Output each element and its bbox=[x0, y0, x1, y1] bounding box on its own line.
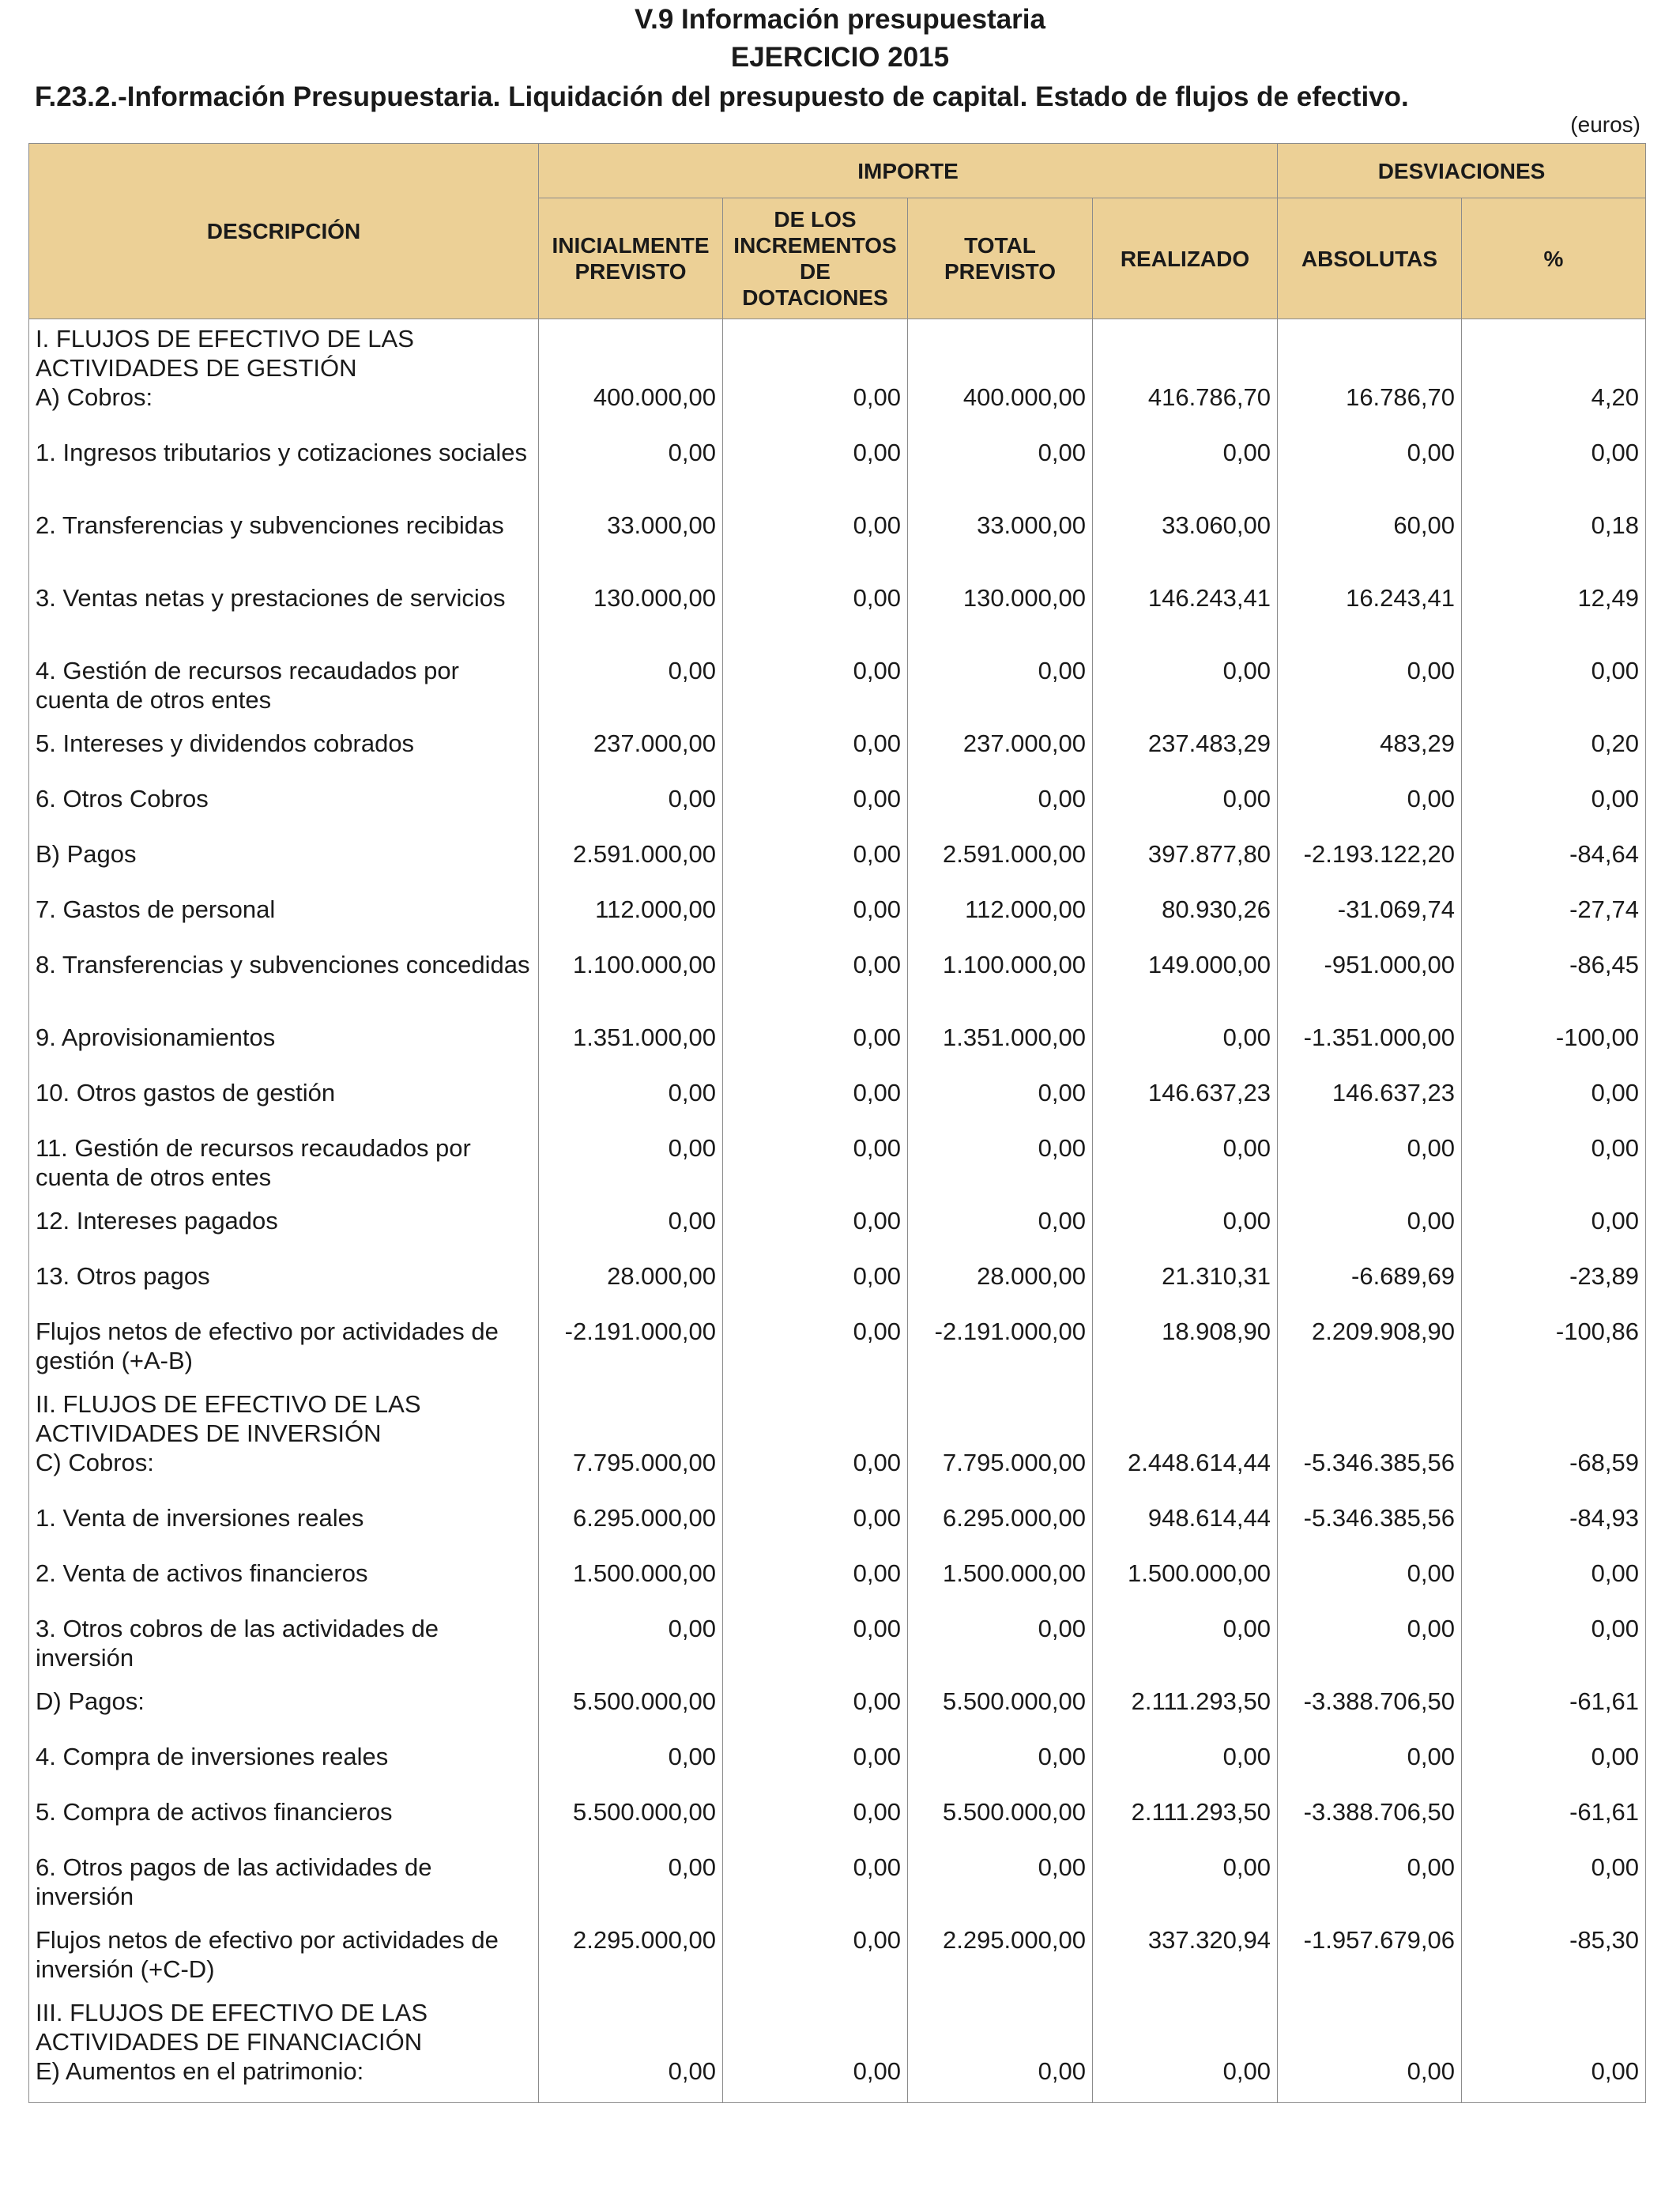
row-description: 13. Otros pagos bbox=[29, 1261, 539, 1317]
cell-total-previsto: 0,00 bbox=[908, 1078, 1093, 1133]
cell-porcentaje: 0,00 bbox=[1462, 656, 1646, 729]
cell-total-previsto: 5.500.000,00 bbox=[908, 1797, 1093, 1853]
cell-incrementos: 0,00 bbox=[723, 1503, 908, 1559]
cell-total-previsto: 1.351.000,00 bbox=[908, 1023, 1093, 1078]
cell-incrementos: 0,00 bbox=[723, 1853, 908, 1925]
row-description: 11. Gestión de recursos recaudados por cuenta de otros entes bbox=[29, 1133, 539, 1206]
row-description: 6. Otros pagos de las actividades de inversión bbox=[29, 1853, 539, 1925]
cell-absolutas: -3.388.706,50 bbox=[1278, 1797, 1462, 1853]
cell-porcentaje: 0,00 bbox=[1462, 1853, 1646, 1925]
cell-total-previsto: 7.795.000,00 bbox=[908, 1448, 1093, 1503]
table-row bbox=[29, 895, 1646, 950]
cell-realizado: 33.060,00 bbox=[1093, 511, 1278, 583]
cell-porcentaje: -23,89 bbox=[1462, 1261, 1646, 1317]
table-row bbox=[29, 839, 1646, 895]
cell-total-previsto: 130.000,00 bbox=[908, 583, 1093, 656]
cell-absolutas: 0,00 bbox=[1278, 2056, 1462, 2103]
cell-total-previsto: 0,00 bbox=[908, 2056, 1093, 2103]
cell-inicialmente-previsto: 2.295.000,00 bbox=[539, 1925, 723, 1998]
document-title: V.9 Información presupuestaria bbox=[635, 4, 1045, 35]
cell-absolutas bbox=[1278, 319, 1462, 383]
cell-inicialmente-previsto: 0,00 bbox=[539, 1206, 723, 1261]
cell-porcentaje: -86,45 bbox=[1462, 950, 1646, 1023]
cell-porcentaje: 0,00 bbox=[1462, 1559, 1646, 1614]
cell-absolutas: 483,29 bbox=[1278, 729, 1462, 784]
cell-absolutas: -3.388.706,50 bbox=[1278, 1687, 1462, 1742]
cell-porcentaje: -100,86 bbox=[1462, 1317, 1646, 1389]
row-description: I. FLUJOS DE EFECTIVO DE LAS ACTIVIDADES DE GESTIÓN bbox=[29, 319, 539, 383]
cell-realizado: 2.111.293,50 bbox=[1093, 1687, 1278, 1742]
row-description: 2. Transferencias y subvenciones recibidas bbox=[29, 511, 539, 583]
cell-total-previsto bbox=[908, 319, 1093, 383]
cell-inicialmente-previsto: 28.000,00 bbox=[539, 1261, 723, 1317]
cell-absolutas: 0,00 bbox=[1278, 784, 1462, 839]
row-description: C) Cobros: bbox=[29, 1448, 539, 1503]
cell-realizado: 0,00 bbox=[1093, 1023, 1278, 1078]
table-row bbox=[29, 1133, 1646, 1206]
table-row bbox=[29, 1389, 1646, 1448]
table-row bbox=[29, 1261, 1646, 1317]
cell-incrementos: 0,00 bbox=[723, 1925, 908, 1998]
table-row bbox=[29, 1925, 1646, 1998]
cell-incrementos: 0,00 bbox=[723, 784, 908, 839]
cell-absolutas: -5.346.385,56 bbox=[1278, 1448, 1462, 1503]
cell-absolutas: 0,00 bbox=[1278, 1206, 1462, 1261]
cell-realizado: 0,00 bbox=[1093, 438, 1278, 511]
cell-absolutas: 16.243,41 bbox=[1278, 583, 1462, 656]
table-row bbox=[29, 1742, 1646, 1797]
cell-inicialmente-previsto: 400.000,00 bbox=[539, 383, 723, 438]
cell-porcentaje bbox=[1462, 319, 1646, 383]
cell-total-previsto bbox=[908, 1389, 1093, 1448]
cell-porcentaje: -85,30 bbox=[1462, 1925, 1646, 1998]
table-row bbox=[29, 583, 1646, 656]
cell-porcentaje: -61,61 bbox=[1462, 1797, 1646, 1853]
cell-total-previsto: 0,00 bbox=[908, 1133, 1093, 1206]
cell-total-previsto: 0,00 bbox=[908, 438, 1093, 511]
table-row bbox=[29, 1797, 1646, 1853]
cell-realizado: 18.908,90 bbox=[1093, 1317, 1278, 1389]
cell-porcentaje: -100,00 bbox=[1462, 1023, 1646, 1078]
table-row bbox=[29, 319, 1646, 383]
table-row bbox=[29, 438, 1646, 511]
row-description: 5. Intereses y dividendos cobrados bbox=[29, 729, 539, 784]
cell-incrementos: 0,00 bbox=[723, 583, 908, 656]
row-description: 8. Transferencias y subvenciones concedidas bbox=[29, 950, 539, 1023]
row-description: B) Pagos bbox=[29, 839, 539, 895]
cell-inicialmente-previsto bbox=[539, 319, 723, 383]
row-description: E) Aumentos en el patrimonio: bbox=[29, 2056, 539, 2103]
header-inicialmente-previsto: INICIALMENTE PREVISTO bbox=[539, 198, 723, 319]
cell-total-previsto: 1.100.000,00 bbox=[908, 950, 1093, 1023]
cell-realizado: 397.877,80 bbox=[1093, 839, 1278, 895]
cell-realizado: 146.637,23 bbox=[1093, 1078, 1278, 1133]
cell-absolutas: 0,00 bbox=[1278, 1133, 1462, 1206]
cell-realizado: 0,00 bbox=[1093, 1614, 1278, 1687]
cell-porcentaje: -27,74 bbox=[1462, 895, 1646, 950]
table-row bbox=[29, 784, 1646, 839]
cell-porcentaje bbox=[1462, 1389, 1646, 1448]
cell-total-previsto: 0,00 bbox=[908, 1206, 1093, 1261]
cell-incrementos bbox=[723, 1389, 908, 1448]
cell-total-previsto: 5.500.000,00 bbox=[908, 1687, 1093, 1742]
cell-total-previsto: 0,00 bbox=[908, 656, 1093, 729]
cell-realizado: 21.310,31 bbox=[1093, 1261, 1278, 1317]
cell-inicialmente-previsto: 7.795.000,00 bbox=[539, 1448, 723, 1503]
cell-inicialmente-previsto: 6.295.000,00 bbox=[539, 1503, 723, 1559]
cell-inicialmente-previsto: 0,00 bbox=[539, 438, 723, 511]
cell-inicialmente-previsto: 130.000,00 bbox=[539, 583, 723, 656]
cell-absolutas bbox=[1278, 1998, 1462, 2056]
cell-absolutas: 0,00 bbox=[1278, 1853, 1462, 1925]
table-row bbox=[29, 1853, 1646, 1925]
cell-absolutas: 2.209.908,90 bbox=[1278, 1317, 1462, 1389]
cell-incrementos: 0,00 bbox=[723, 1317, 908, 1389]
table-row bbox=[29, 1023, 1646, 1078]
cell-incrementos: 0,00 bbox=[723, 1078, 908, 1133]
cell-total-previsto: 0,00 bbox=[908, 1742, 1093, 1797]
header-desviaciones: DESVIACIONES bbox=[1278, 144, 1646, 198]
cell-total-previsto: 112.000,00 bbox=[908, 895, 1093, 950]
header-total-previsto: TOTAL PREVISTO bbox=[908, 198, 1093, 319]
cell-total-previsto: 400.000,00 bbox=[908, 383, 1093, 438]
cell-total-previsto: 0,00 bbox=[908, 1614, 1093, 1687]
table-row bbox=[29, 1559, 1646, 1614]
cell-total-previsto: 0,00 bbox=[908, 1853, 1093, 1925]
cell-total-previsto: 33.000,00 bbox=[908, 511, 1093, 583]
cell-absolutas: -951.000,00 bbox=[1278, 950, 1462, 1023]
cell-porcentaje: 0,00 bbox=[1462, 1206, 1646, 1261]
cell-inicialmente-previsto: 1.351.000,00 bbox=[539, 1023, 723, 1078]
cell-inicialmente-previsto: 0,00 bbox=[539, 1614, 723, 1687]
cell-porcentaje: 0,00 bbox=[1462, 1742, 1646, 1797]
row-description: Flujos netos de efectivo por actividades de gestión (+A-B) bbox=[29, 1317, 539, 1389]
cell-incrementos: 0,00 bbox=[723, 1206, 908, 1261]
cell-realizado: 146.243,41 bbox=[1093, 583, 1278, 656]
cell-incrementos: 0,00 bbox=[723, 1687, 908, 1742]
cell-realizado: 0,00 bbox=[1093, 2056, 1278, 2103]
cell-porcentaje: 0,00 bbox=[1462, 1078, 1646, 1133]
table-row bbox=[29, 511, 1646, 583]
row-description: D) Pagos: bbox=[29, 1687, 539, 1742]
cell-total-previsto: 237.000,00 bbox=[908, 729, 1093, 784]
table-row bbox=[29, 1614, 1646, 1687]
row-description: A) Cobros: bbox=[29, 383, 539, 438]
cell-realizado: 149.000,00 bbox=[1093, 950, 1278, 1023]
cell-porcentaje bbox=[1462, 1998, 1646, 2056]
cell-incrementos: 0,00 bbox=[723, 438, 908, 511]
header-incrementos: DE LOS INCREMENTOS DE DOTACIONES bbox=[723, 198, 908, 319]
cell-realizado: 0,00 bbox=[1093, 784, 1278, 839]
cell-inicialmente-previsto: 237.000,00 bbox=[539, 729, 723, 784]
cell-realizado bbox=[1093, 319, 1278, 383]
cell-inicialmente-previsto: 5.500.000,00 bbox=[539, 1797, 723, 1853]
table-row bbox=[29, 1078, 1646, 1133]
cell-incrementos: 0,00 bbox=[723, 1742, 908, 1797]
cell-incrementos: 0,00 bbox=[723, 1559, 908, 1614]
cell-realizado: 0,00 bbox=[1093, 1853, 1278, 1925]
cell-total-previsto: 1.500.000,00 bbox=[908, 1559, 1093, 1614]
cell-inicialmente-previsto: 0,00 bbox=[539, 1742, 723, 1797]
cell-incrementos: 0,00 bbox=[723, 2056, 908, 2103]
cell-inicialmente-previsto bbox=[539, 1389, 723, 1448]
cell-incrementos: 0,00 bbox=[723, 1614, 908, 1687]
cell-incrementos: 0,00 bbox=[723, 656, 908, 729]
cell-inicialmente-previsto: 112.000,00 bbox=[539, 895, 723, 950]
cell-inicialmente-previsto bbox=[539, 1998, 723, 2056]
cell-absolutas: -1.957.679,06 bbox=[1278, 1925, 1462, 1998]
cell-incrementos: 0,00 bbox=[723, 1261, 908, 1317]
cell-incrementos: 0,00 bbox=[723, 729, 908, 784]
cell-absolutas: -31.069,74 bbox=[1278, 895, 1462, 950]
cell-absolutas: 146.637,23 bbox=[1278, 1078, 1462, 1133]
table-row bbox=[29, 950, 1646, 1023]
cell-realizado bbox=[1093, 1998, 1278, 2056]
row-description: 3. Otros cobros de las actividades de inversión bbox=[29, 1614, 539, 1687]
table-row bbox=[29, 1317, 1646, 1389]
cell-absolutas: 0,00 bbox=[1278, 438, 1462, 511]
cell-incrementos: 0,00 bbox=[723, 1448, 908, 1503]
header-porcentaje: % bbox=[1462, 198, 1646, 319]
cell-total-previsto bbox=[908, 1998, 1093, 2056]
cell-realizado: 0,00 bbox=[1093, 656, 1278, 729]
cell-porcentaje: -61,61 bbox=[1462, 1687, 1646, 1742]
cell-porcentaje: -68,59 bbox=[1462, 1448, 1646, 1503]
cell-incrementos: 0,00 bbox=[723, 839, 908, 895]
cell-realizado: 1.500.000,00 bbox=[1093, 1559, 1278, 1614]
cell-absolutas: 0,00 bbox=[1278, 1559, 1462, 1614]
cell-inicialmente-previsto: 2.591.000,00 bbox=[539, 839, 723, 895]
row-description: 5. Compra de activos financieros bbox=[29, 1797, 539, 1853]
row-description: 12. Intereses pagados bbox=[29, 1206, 539, 1261]
cell-realizado: 0,00 bbox=[1093, 1206, 1278, 1261]
row-description: 9. Aprovisionamientos bbox=[29, 1023, 539, 1078]
cell-porcentaje: 0,00 bbox=[1462, 1614, 1646, 1687]
cell-absolutas: 60,00 bbox=[1278, 511, 1462, 583]
cell-realizado: 0,00 bbox=[1093, 1742, 1278, 1797]
cell-total-previsto: 6.295.000,00 bbox=[908, 1503, 1093, 1559]
cell-total-previsto: 2.591.000,00 bbox=[908, 839, 1093, 895]
cell-incrementos bbox=[723, 319, 908, 383]
cell-realizado: 416.786,70 bbox=[1093, 383, 1278, 438]
row-description: II. FLUJOS DE EFECTIVO DE LAS ACTIVIDADES DE INVERSIÓN bbox=[29, 1389, 539, 1448]
cell-porcentaje: 0,00 bbox=[1462, 1133, 1646, 1206]
cell-realizado: 80.930,26 bbox=[1093, 895, 1278, 950]
cell-porcentaje: 0,20 bbox=[1462, 729, 1646, 784]
cell-absolutas: 0,00 bbox=[1278, 1614, 1462, 1687]
header-row-groups bbox=[29, 144, 1646, 198]
cell-total-previsto: 2.295.000,00 bbox=[908, 1925, 1093, 1998]
row-description: 3. Ventas netas y prestaciones de servicios bbox=[29, 583, 539, 656]
cell-incrementos bbox=[723, 1998, 908, 2056]
cell-realizado bbox=[1093, 1389, 1278, 1448]
cell-total-previsto: 28.000,00 bbox=[908, 1261, 1093, 1317]
cell-realizado: 237.483,29 bbox=[1093, 729, 1278, 784]
cell-incrementos: 0,00 bbox=[723, 1133, 908, 1206]
table-row bbox=[29, 383, 1646, 438]
table-row bbox=[29, 1206, 1646, 1261]
cell-inicialmente-previsto: -2.191.000,00 bbox=[539, 1317, 723, 1389]
cell-porcentaje: 0,18 bbox=[1462, 511, 1646, 583]
cell-incrementos: 0,00 bbox=[723, 1023, 908, 1078]
cell-inicialmente-previsto: 0,00 bbox=[539, 784, 723, 839]
row-description: 7. Gastos de personal bbox=[29, 895, 539, 950]
cell-absolutas: -6.689,69 bbox=[1278, 1261, 1462, 1317]
cell-total-previsto: 0,00 bbox=[908, 784, 1093, 839]
header-descripcion: DESCRIPCIÓN bbox=[29, 144, 539, 319]
fiscal-year: EJERCICIO 2015 bbox=[730, 42, 950, 73]
cell-absolutas: 0,00 bbox=[1278, 656, 1462, 729]
row-description: 6. Otros Cobros bbox=[29, 784, 539, 839]
cell-absolutas: -2.193.122,20 bbox=[1278, 839, 1462, 895]
cell-inicialmente-previsto: 0,00 bbox=[539, 1078, 723, 1133]
cell-inicialmente-previsto: 1.100.000,00 bbox=[539, 950, 723, 1023]
table-row bbox=[29, 656, 1646, 729]
cell-absolutas: 0,00 bbox=[1278, 1742, 1462, 1797]
cell-realizado: 0,00 bbox=[1093, 1133, 1278, 1206]
header-absolutas: ABSOLUTAS bbox=[1278, 198, 1462, 319]
header-importe: IMPORTE bbox=[539, 144, 1278, 198]
cell-absolutas: -5.346.385,56 bbox=[1278, 1503, 1462, 1559]
cell-incrementos: 0,00 bbox=[723, 383, 908, 438]
cell-incrementos: 0,00 bbox=[723, 895, 908, 950]
row-description: III. FLUJOS DE EFECTIVO DE LAS ACTIVIDADES DE FINANCIACIÓN bbox=[29, 1998, 539, 2056]
statement-title: F.23.2.-Información Presupuestaria. Liquidación del presupuesto de capital. Estado de flujos de efectivo. bbox=[35, 81, 1409, 112]
table-row bbox=[29, 1503, 1646, 1559]
cell-porcentaje: 0,00 bbox=[1462, 438, 1646, 511]
cell-realizado: 948.614,44 bbox=[1093, 1503, 1278, 1559]
cell-porcentaje: 4,20 bbox=[1462, 383, 1646, 438]
row-description: 2. Venta de activos financieros bbox=[29, 1559, 539, 1614]
cell-porcentaje: 12,49 bbox=[1462, 583, 1646, 656]
cell-realizado: 337.320,94 bbox=[1093, 1925, 1278, 1998]
table-row bbox=[29, 729, 1646, 784]
cell-incrementos: 0,00 bbox=[723, 1797, 908, 1853]
table-body bbox=[29, 319, 1646, 2103]
table-row bbox=[29, 1998, 1646, 2056]
row-description: 10. Otros gastos de gestión bbox=[29, 1078, 539, 1133]
cell-inicialmente-previsto: 0,00 bbox=[539, 1853, 723, 1925]
row-description: Flujos netos de efectivo por actividades de inversión (+C-D) bbox=[29, 1925, 539, 1998]
row-description: 4. Compra de inversiones reales bbox=[29, 1742, 539, 1797]
cell-inicialmente-previsto: 5.500.000,00 bbox=[539, 1687, 723, 1742]
row-description: 1. Ingresos tributarios y cotizaciones sociales bbox=[29, 438, 539, 511]
cell-inicialmente-previsto: 1.500.000,00 bbox=[539, 1559, 723, 1614]
cell-porcentaje: 0,00 bbox=[1462, 2056, 1646, 2103]
table-row bbox=[29, 2056, 1646, 2103]
row-description: 1. Venta de inversiones reales bbox=[29, 1503, 539, 1559]
row-description: 4. Gestión de recursos recaudados por cuenta de otros entes bbox=[29, 656, 539, 729]
table-row bbox=[29, 1448, 1646, 1503]
cell-inicialmente-previsto: 0,00 bbox=[539, 2056, 723, 2103]
header-realizado: REALIZADO bbox=[1093, 198, 1278, 319]
cell-absolutas: 16.786,70 bbox=[1278, 383, 1462, 438]
cell-porcentaje: -84,64 bbox=[1462, 839, 1646, 895]
cell-porcentaje: -84,93 bbox=[1462, 1503, 1646, 1559]
cell-inicialmente-previsto: 33.000,00 bbox=[539, 511, 723, 583]
cell-absolutas bbox=[1278, 1389, 1462, 1448]
cell-incrementos: 0,00 bbox=[723, 511, 908, 583]
unit-label: (euros) bbox=[1570, 112, 1640, 137]
cell-total-previsto: -2.191.000,00 bbox=[908, 1317, 1093, 1389]
cell-realizado: 2.111.293,50 bbox=[1093, 1797, 1278, 1853]
cell-porcentaje: 0,00 bbox=[1462, 784, 1646, 839]
table-row bbox=[29, 1687, 1646, 1742]
cell-absolutas: -1.351.000,00 bbox=[1278, 1023, 1462, 1078]
cell-inicialmente-previsto: 0,00 bbox=[539, 1133, 723, 1206]
cell-inicialmente-previsto: 0,00 bbox=[539, 656, 723, 729]
cash-flow-table bbox=[28, 143, 1646, 2103]
cell-realizado: 2.448.614,44 bbox=[1093, 1448, 1278, 1503]
cell-incrementos: 0,00 bbox=[723, 950, 908, 1023]
